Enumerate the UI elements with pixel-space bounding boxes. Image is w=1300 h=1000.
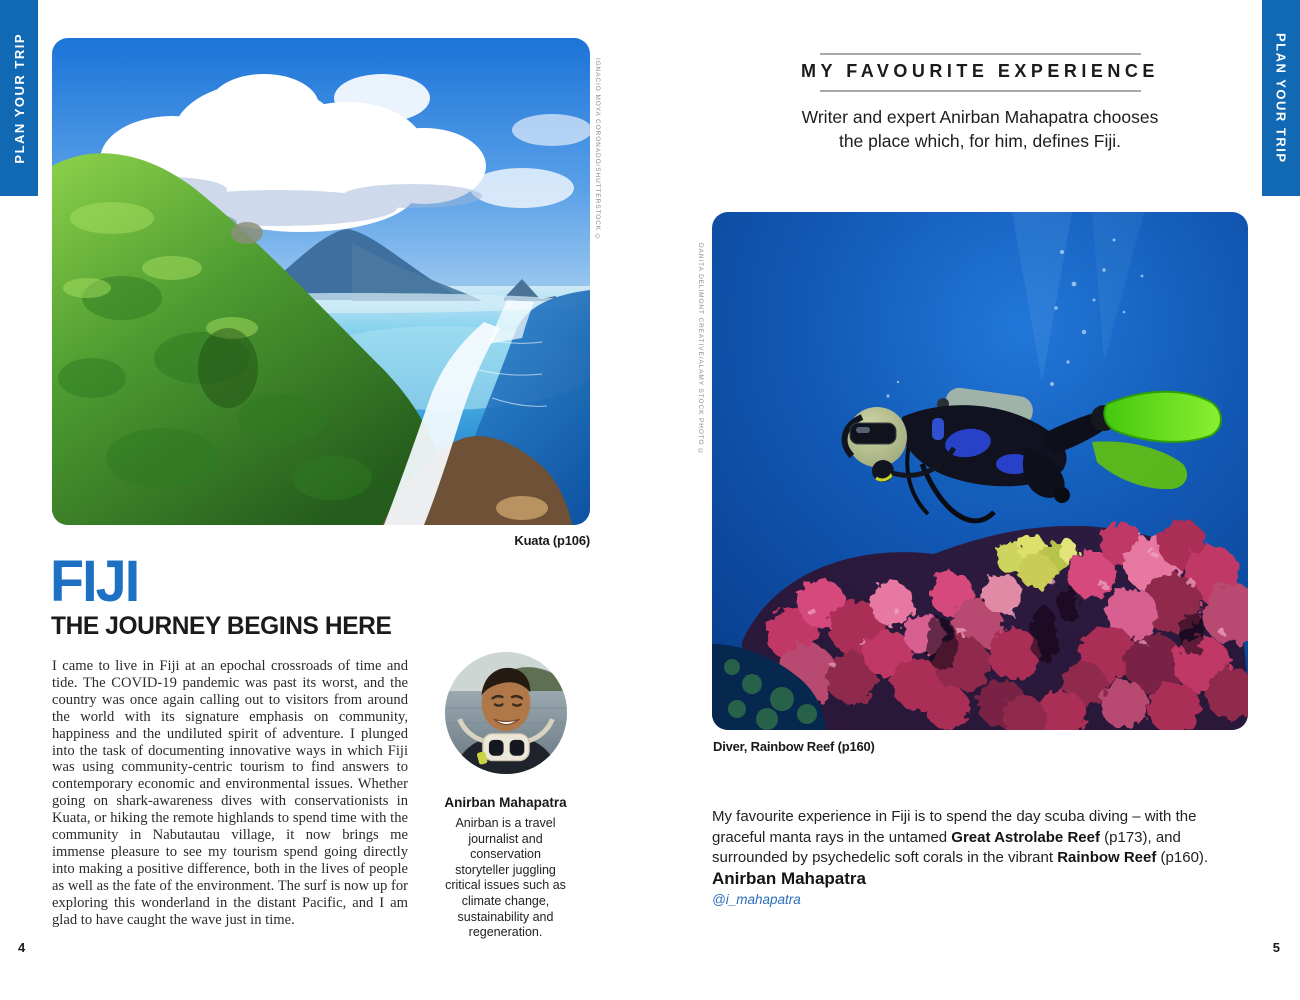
quote-bold-rainbow-reef: Rainbow Reef	[1057, 849, 1157, 867]
diver-photo-art	[712, 212, 1248, 730]
kuata-landscape-photo	[52, 38, 590, 525]
avatar-photo-art	[445, 652, 567, 774]
header-rule-bottom	[820, 90, 1141, 92]
quote-text-3: (p160).	[1156, 849, 1209, 867]
page-number-right: 5	[1272, 940, 1280, 955]
photo-credit-kuata: IGNACIO MOYA CORONADO/SHUTTERSTOCK ©	[594, 58, 601, 242]
kuata-photo-art	[52, 38, 590, 525]
quote-text-2: (p173), and surrounded by psychedelic soft corals in the vibrant	[712, 828, 1181, 867]
plan-your-trip-tab-left	[0, 0, 38, 196]
quote-author-name: Anirban Mahapatra	[712, 869, 866, 888]
page-subtitle: THE JOURNEY BEGINS HERE	[51, 612, 392, 640]
author-block	[443, 652, 568, 941]
author-name: Anirban Mahapatra	[444, 795, 567, 810]
quote-bold-great-astrolabe-reef: Great Astrolabe Reef	[951, 828, 1100, 846]
page-number-left: 4	[18, 940, 26, 955]
photo-caption-kuata: Kuata (p106)	[514, 533, 590, 548]
author-avatar	[445, 652, 567, 774]
photo-caption-diver: Diver, Rainbow Reef (p160)	[713, 739, 875, 754]
plan-your-trip-tab-right	[1262, 0, 1300, 196]
tab-label: PLAN YOUR TRIP	[1273, 32, 1289, 164]
favourite-quote	[712, 807, 1246, 869]
header-rule-top	[820, 53, 1141, 55]
diver-rainbow-reef-photo	[712, 212, 1248, 730]
favourite-experience-intro	[712, 105, 1248, 153]
quote-text-1: My favourite experience in Fiji is to spend the day scuba diving – with the graceful manta rays in the untamed	[712, 808, 1197, 846]
favourite-experience-header: MY FAVOURITE EXPERIENCE	[801, 61, 1159, 81]
author-bio: Anirban is a travel journalist and conservation storyteller juggling critical issues such as climate change, sustainability and regeneration.	[445, 816, 566, 940]
intro-line-2: the place which, for him, defines Fiji.	[838, 131, 1122, 151]
page-title-fiji: FIJI	[50, 549, 139, 614]
photo-credit-diver: DANITA DELIMONT CREATIVE/ALAMY STOCK PHOTO ©	[697, 243, 704, 457]
tab-label: PLAN YOUR TRIP	[11, 32, 27, 164]
quote-author-handle: @i_mahapatra	[712, 892, 801, 907]
intro-paragraph: I came to live in Fiji at an epochal crossroads of time and tide. The COVID-19 pandemic was past its worst, and the country was once again calling out to visitors from around the world with its signature emphasis on community, happiness and the undiluted spirit of adventure. I plunged into the task of documenting innovative ways in which Fiji was using community-centric tourism to find answers to contemporary economic and environmental issues. Whether going on shark-awareness dives with conservationists in Kuata, or hiking the remote highlands to spend time with the community in Nabutautau village, it now brings me immense pleasure to see my tourism spend going directly into making a positive difference, both in the lives of people as well as the fate of the environment. The surf is now up for exploring this wonderland in the distant Pacific, and I am glad to have caught the wave just in time.	[52, 658, 408, 928]
intro-line-1: Writer and expert Anirban Mahapatra chooses	[801, 107, 1159, 127]
